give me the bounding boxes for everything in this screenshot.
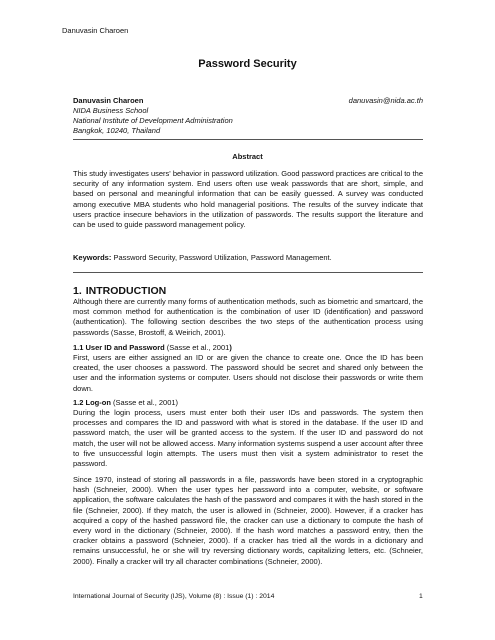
abstract-heading: Abstract xyxy=(232,152,263,161)
abstract-text: This study investigates users' behavior in password utilization. Good password practices are critical to the security of any information system. End users often use weak passwords that are short, simple, and based on personal and meaningful information that can be easily guessed. A survey was conducted among executive MBA students who hold managerial positions. The results of the survey indicate that users practice insecure behaviors in the utilization of passwords. The results support the literature and can be used to guide password management policy. xyxy=(73,169,423,230)
keywords-text: Password Security, Password Utilization, Password Management. xyxy=(113,253,332,262)
affiliation-school: NIDA Business School xyxy=(73,106,149,115)
subsection-1-1-title: 1.1 User ID and Password xyxy=(73,343,165,352)
author-name: Danuvasin Charoen xyxy=(73,96,144,105)
subsection-1-2-text-continued: Since 1970, instead of storing all passwords in a file, passwords have been stored in a cryptographic hash (Schneier, 2000). When the user types her password into a computer, website, or software application, the software calculates the hash of the password and compares it with the hash stored in the file (Schneier, 2000). If they match, the user is allowed in (Schneier, 2000). However, if a cracker has acquired a copy of the hashed password file, the cracker can use a dictionary to compute the hash of every word in the dictionary (Schneier, 2000). If the hash word matches a password entry, then the cracker obtains a password (Schneier, 2000). If a cracker has tried all the words in a dictionary and remains unsuccessful, he or she will try reversing dictionary words, capitalizing letters, etc. (Schneier, 2000). Finally a cracker will try all character combinations (Schneier, 2000). xyxy=(73,475,423,566)
author-email[interactable]: danuvasin@nida.ac.th xyxy=(348,96,423,105)
affiliation-address: Bangkok, 10240, Thailand xyxy=(73,126,161,135)
section-title: INTRODUCTION xyxy=(85,285,167,297)
subsection-1-2-title: 1.2 Log-on xyxy=(73,398,111,407)
introduction-text: Although there are currently many forms of authentication methods, such as biometric and smartcard, the most common method for authentication is the combination of user ID (identification) and password (authentication). The following section describes the two steps of the authentication process using passwords (Sasse, Brostoff, & Weirich, 2001). xyxy=(73,297,423,337)
subsection-1-1-text: First, users are either assigned an ID or are given the chance to create one. Once the ID has been created, the user chooses a password. The password should be secret and shared only between the user and the information systems or computer. Users should not disclose their passwords or write them down. xyxy=(73,353,423,393)
author-block xyxy=(73,96,423,136)
running-head: Danuvasin Charoen xyxy=(62,26,129,35)
divider-top xyxy=(73,139,423,140)
subsection-1-1-citation: (Sasse et al., 2001 xyxy=(164,343,230,352)
footer-citation: International Journal of Security (IJS), Volume (8) : Issue (1) : 2014 xyxy=(73,593,275,600)
keywords xyxy=(73,253,423,263)
affiliation-institute: National Institute of Development Administration xyxy=(73,116,233,125)
section-heading-introduction xyxy=(73,285,166,297)
subsection-1-2-text: During the login process, users must enter both their user IDs and passwords. The system then processes and compares the ID and password with what is stored in the database. If the user ID and password match, the user will be granted access to the system. If the user ID and password do not match, the user will not be allowed access. Many information systems suspend a user account after three to five unsuccessful login attempts. The users must then visit a system administrator to reset the password. xyxy=(73,408,423,469)
subsection-1-2-citation: (Sasse et al., 2001) xyxy=(110,398,179,407)
subsection-heading-1-2 xyxy=(73,398,178,407)
subsection-heading-1-1 xyxy=(73,343,232,352)
keywords-label: Keywords: xyxy=(73,253,112,262)
paper-title: Password Security xyxy=(198,58,297,70)
page-number: 1 xyxy=(419,593,423,600)
subsection-1-1-close: ) xyxy=(229,343,232,352)
divider-keywords xyxy=(73,272,423,273)
section-number: 1. xyxy=(73,285,82,297)
